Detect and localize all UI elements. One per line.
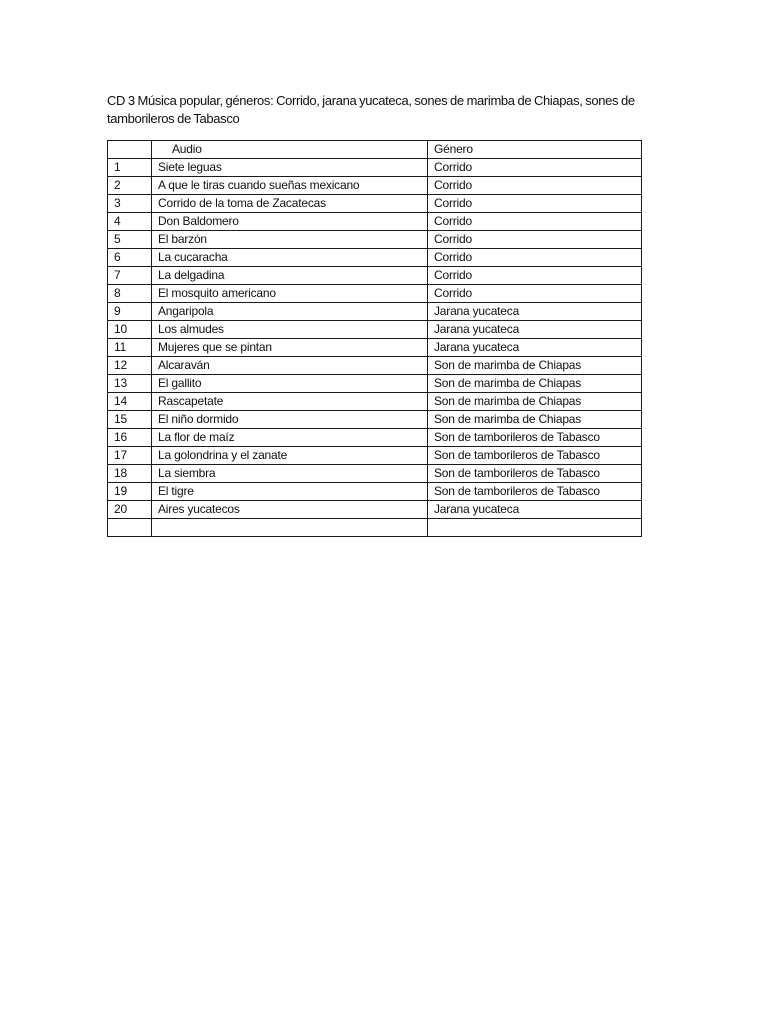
table-row: [108, 195, 642, 213]
header-genre: Género: [428, 141, 642, 159]
row-number-cell: 12: [108, 357, 152, 375]
table-body: [108, 159, 642, 537]
genre-cell: Son de tamborileros de Tabasco: [428, 483, 642, 501]
header-audio-label: Audio: [172, 142, 202, 156]
audio-title-cell: Siete leguas: [152, 159, 428, 177]
genre-cell: Son de marimba de Chiapas: [428, 375, 642, 393]
audio-title-cell: El niño dormido: [152, 411, 428, 429]
row-number-cell: [108, 519, 152, 537]
genre-cell: Jarana yucateca: [428, 321, 642, 339]
table-row: [108, 267, 642, 285]
table-row: [108, 375, 642, 393]
page-title: CD 3 Música popular, géneros: Corrido, jarana yucateca, sones de marimba de Chiapas, sones de tamborileros de Tabasco: [107, 93, 635, 126]
row-number-cell: 8: [108, 285, 152, 303]
genre-cell: Jarana yucateca: [428, 339, 642, 357]
audio-title-cell: El barzón: [152, 231, 428, 249]
genre-cell: Son de marimba de Chiapas: [428, 357, 642, 375]
table-row: [108, 447, 642, 465]
table-row: [108, 339, 642, 357]
song-table: [107, 140, 642, 537]
audio-title-cell: Rascapetate: [152, 393, 428, 411]
row-number-cell: 17: [108, 447, 152, 465]
row-number-cell: 15: [108, 411, 152, 429]
row-number-cell: 7: [108, 267, 152, 285]
row-number-cell: 6: [108, 249, 152, 267]
audio-title-cell: Los almudes: [152, 321, 428, 339]
table-row: [108, 465, 642, 483]
genre-cell: Jarana yucateca: [428, 501, 642, 519]
genre-cell: Corrido: [428, 231, 642, 249]
genre-cell: [428, 519, 642, 537]
header-number: [108, 141, 152, 159]
row-number-cell: 3: [108, 195, 152, 213]
row-number-cell: 20: [108, 501, 152, 519]
row-number-cell: 19: [108, 483, 152, 501]
genre-cell: Son de tamborileros de Tabasco: [428, 447, 642, 465]
audio-title-cell: Corrido de la toma de Zacatecas: [152, 195, 428, 213]
row-number-cell: 9: [108, 303, 152, 321]
table-row: [108, 429, 642, 447]
audio-title-cell: Don Baldomero: [152, 213, 428, 231]
audio-title-cell: La delgadina: [152, 267, 428, 285]
table-row: [108, 159, 642, 177]
row-number-cell: 1: [108, 159, 152, 177]
table-row: [108, 177, 642, 195]
table-row: [108, 303, 642, 321]
genre-cell: Corrido: [428, 177, 642, 195]
audio-title-cell: El tigre: [152, 483, 428, 501]
row-number-cell: 5: [108, 231, 152, 249]
row-number-cell: 2: [108, 177, 152, 195]
table-row: [108, 213, 642, 231]
genre-cell: Son de marimba de Chiapas: [428, 393, 642, 411]
table-row: [108, 321, 642, 339]
table-row: [108, 357, 642, 375]
table-row: [108, 411, 642, 429]
table-row: [108, 501, 642, 519]
table-header-row: [108, 141, 642, 159]
row-number-cell: 11: [108, 339, 152, 357]
row-number-cell: 13: [108, 375, 152, 393]
audio-title-cell: [152, 519, 428, 537]
table-row: [108, 483, 642, 501]
row-number-cell: 16: [108, 429, 152, 447]
audio-title-cell: La cucaracha: [152, 249, 428, 267]
genre-cell: Corrido: [428, 285, 642, 303]
genre-cell: Jarana yucateca: [428, 303, 642, 321]
genre-cell: Corrido: [428, 195, 642, 213]
genre-cell: Son de tamborileros de Tabasco: [428, 429, 642, 447]
genre-cell: Corrido: [428, 213, 642, 231]
audio-title-cell: La siembra: [152, 465, 428, 483]
genre-cell: Corrido: [428, 267, 642, 285]
row-number-cell: 18: [108, 465, 152, 483]
audio-title-cell: El mosquito americano: [152, 285, 428, 303]
row-number-cell: 4: [108, 213, 152, 231]
audio-title-cell: A que le tiras cuando sueñas mexicano: [152, 177, 428, 195]
audio-title-cell: La golondrina y el zanate: [152, 447, 428, 465]
audio-title-cell: Alcaraván: [152, 357, 428, 375]
row-number-cell: 14: [108, 393, 152, 411]
table-row: [108, 285, 642, 303]
table-row: [108, 519, 642, 537]
genre-cell: Son de tamborileros de Tabasco: [428, 465, 642, 483]
audio-title-cell: Angaripola: [152, 303, 428, 321]
header-audio: [152, 141, 428, 159]
genre-cell: Corrido: [428, 159, 642, 177]
row-number-cell: 10: [108, 321, 152, 339]
audio-title-cell: La flor de maíz: [152, 429, 428, 447]
audio-title-cell: El gallito: [152, 375, 428, 393]
genre-cell: Son de marimba de Chiapas: [428, 411, 642, 429]
audio-title-cell: Mujeres que se pintan: [152, 339, 428, 357]
table-row: [108, 393, 642, 411]
audio-title-cell: Aires yucatecos: [152, 501, 428, 519]
genre-cell: Corrido: [428, 249, 642, 267]
table-row: [108, 249, 642, 267]
table-row: [108, 231, 642, 249]
